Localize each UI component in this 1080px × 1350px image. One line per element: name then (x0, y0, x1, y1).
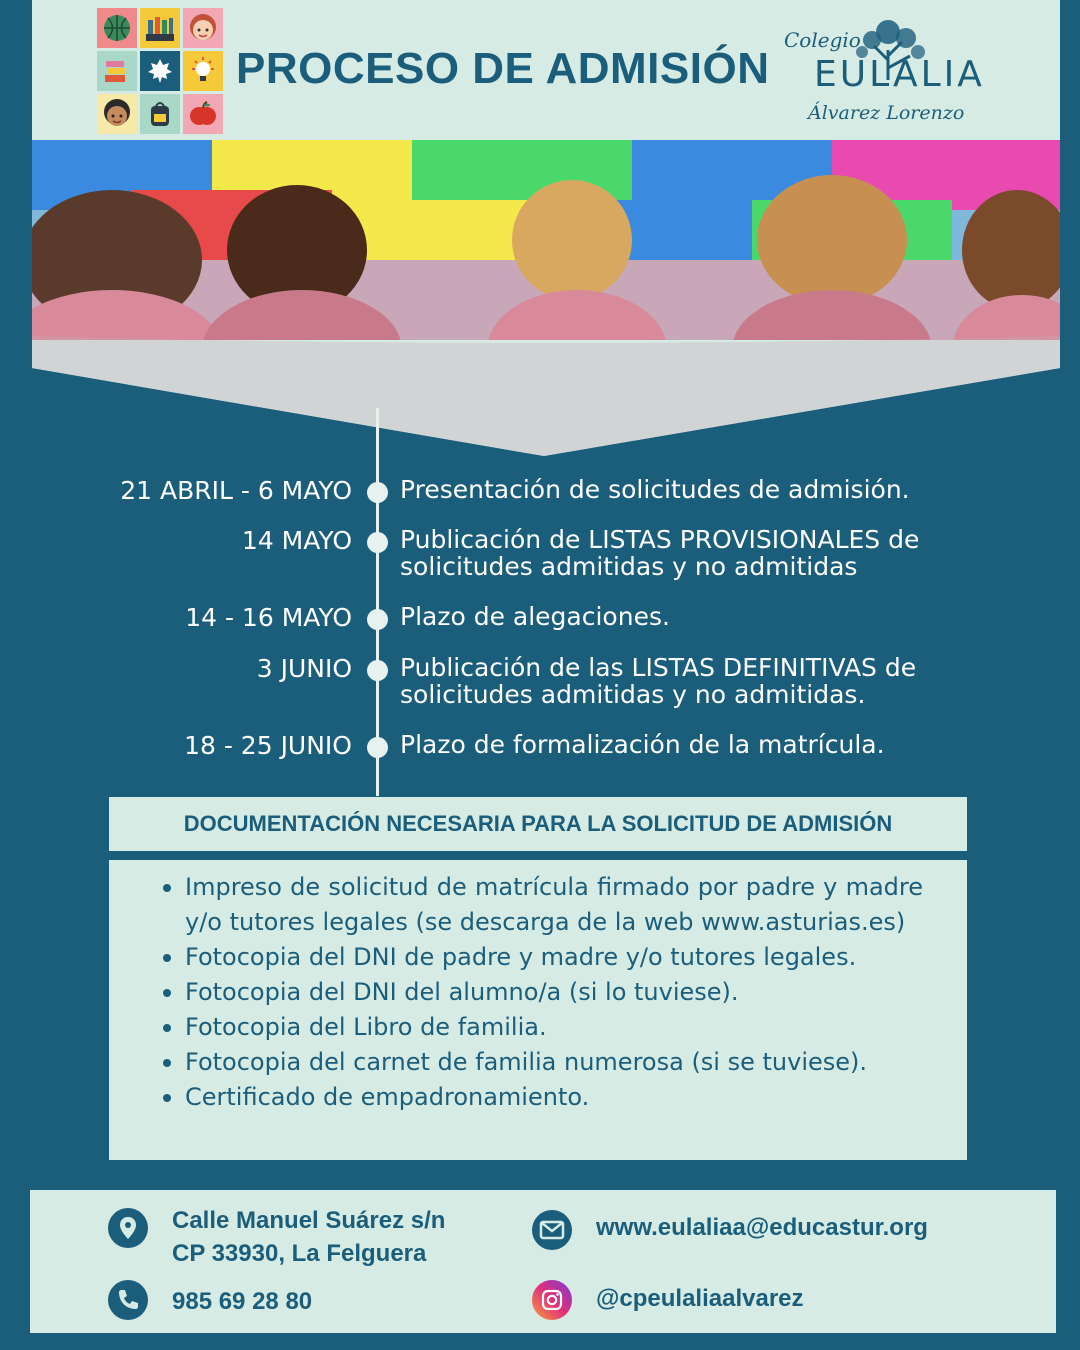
phone-icon (108, 1280, 148, 1320)
timeline-dot (367, 532, 388, 553)
timeline-desc: Plazo de formalización de la matrícula. (400, 730, 885, 759)
girl-face-icon (183, 8, 223, 48)
contact-footer (30, 1190, 1056, 1333)
timeline-desc: Publicación de LISTAS PROVISIONALES de solicitudes admitidas y no admitidas (400, 525, 920, 581)
backpack-icon (140, 94, 180, 134)
timeline-date: 14 - 16 MAYO (185, 603, 352, 632)
documentation-list (185, 870, 923, 1115)
phone-number[interactable]: 985 69 28 80 (172, 1288, 313, 1315)
logo-prefix: Colegio (784, 28, 861, 52)
timeline-dot (367, 660, 388, 681)
list-item: Fotocopia del DNI del alumno/a (si lo tuviese). (185, 975, 923, 1010)
instagram-icon (532, 1280, 572, 1320)
icon-grid (97, 8, 223, 134)
timeline-item (0, 526, 1080, 586)
timeline-desc: Plazo de alegaciones. (400, 602, 670, 631)
timeline-date: 21 ABRIL - 6 MAYO (120, 476, 352, 505)
books-icon (97, 51, 137, 91)
documentation-box (109, 860, 967, 1160)
timeline-date: 14 MAYO (241, 526, 352, 555)
leaf-icon (140, 51, 180, 91)
pencils-icon (140, 8, 180, 48)
timeline-item (0, 731, 1080, 791)
location-pin-icon (108, 1208, 148, 1248)
email-link[interactable]: www.eulaliaa@educastur.org (596, 1214, 928, 1241)
timeline-date: 3 JUNIO (256, 654, 352, 683)
instagram-handle[interactable]: @cpeulaliaalvarez (596, 1285, 804, 1312)
timeline-dot (367, 482, 388, 503)
list-item: Impreso de solicitud de matrícula firmado por padre y madre y/o tutores legales (se descarga de la web www.asturias.es) (185, 870, 923, 940)
timeline-dot (367, 737, 388, 758)
address-line-1: Calle Manuel Suárez s/n (172, 1207, 446, 1234)
list-item: Fotocopia del carnet de familia numerosa (si se tuviese). (185, 1045, 923, 1080)
school-logo (770, 10, 985, 132)
mail-icon (532, 1210, 572, 1250)
list-item: Fotocopia del DNI de padre y madre y/o tutores legales. (185, 940, 923, 975)
lightbulb-icon (183, 51, 223, 91)
address-line-2: CP 33930, La Felguera (172, 1240, 427, 1267)
children-photo (32, 140, 1060, 460)
apple-icon (183, 94, 223, 134)
timeline-dot (367, 609, 388, 630)
page-title: PROCESO DE ADMISIÓN (236, 44, 770, 93)
basketball-icon (97, 8, 137, 48)
list-item: Certificado de empadronamiento. (185, 1080, 923, 1115)
timeline-desc: Presentación de solicitudes de admisión. (400, 475, 910, 504)
documentation-heading: DOCUMENTACIÓN NECESARIA PARA LA SOLICITUD DE ADMISIÓN (183, 811, 893, 836)
timeline-item (0, 654, 1080, 714)
list-item: Fotocopia del Libro de familia. (185, 1010, 923, 1045)
documentation-heading-box (109, 797, 967, 851)
logo-suffix: Álvarez Lorenzo (808, 102, 965, 124)
logo-name: EULALIA (814, 54, 985, 95)
timeline-date: 18 - 25 JUNIO (184, 731, 352, 760)
boy-face-icon (97, 94, 137, 134)
timeline-desc: Publicación de las LISTAS DEFINITIVAS de solicitudes admitidas y no admitidas. (400, 653, 917, 709)
